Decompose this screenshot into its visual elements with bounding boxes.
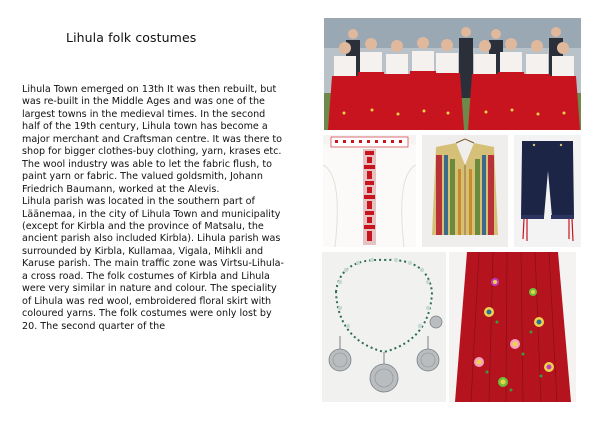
group-of-dancers-photo	[324, 18, 581, 130]
vest-photo	[422, 135, 508, 247]
red-skirt-photo	[449, 252, 576, 402]
trousers-photo	[514, 135, 581, 247]
page-title: Lihula folk costumes	[66, 30, 197, 45]
embroidered-shirt-photo	[323, 135, 416, 247]
article-text: Lihula Town emerged on 13th It was then rebuilt, but was re-built in the Middle Ages and was one of the largest towns in the medieval times. In the second half of the 19th century, Lihula town has become a major merchant and Craftsman centre. It was there to shop for bigger clothes-buy clothing, yarn, krases etc. The wool industry was able to let the fabric flush, to paint yarn or fabric. The valued goldsmith, Johann Friedrich Baumann, worked at the Alevis. Lihula parish was located in the southern part of Läänemaa, in the city of Lihula Town and municipality (except for Kirbla and the province of Matsalu, the ancient parish also included Kirbla). Lihula parish was surrounded by Kirbla, Kullamaa, Vigala, Mihkli and Karuse parish. The main traffic zone was Virtsu-Lihula-a cross road. The folk costumes of Kirbla and Lihula were very similar in nature and colour. The speciality of Lihula was red wool, embroidered floral skirt with coloured yarns. The folk costumes were only lost by 20. The second quarter of the	[22, 84, 284, 332]
necklace-photo	[322, 252, 446, 402]
